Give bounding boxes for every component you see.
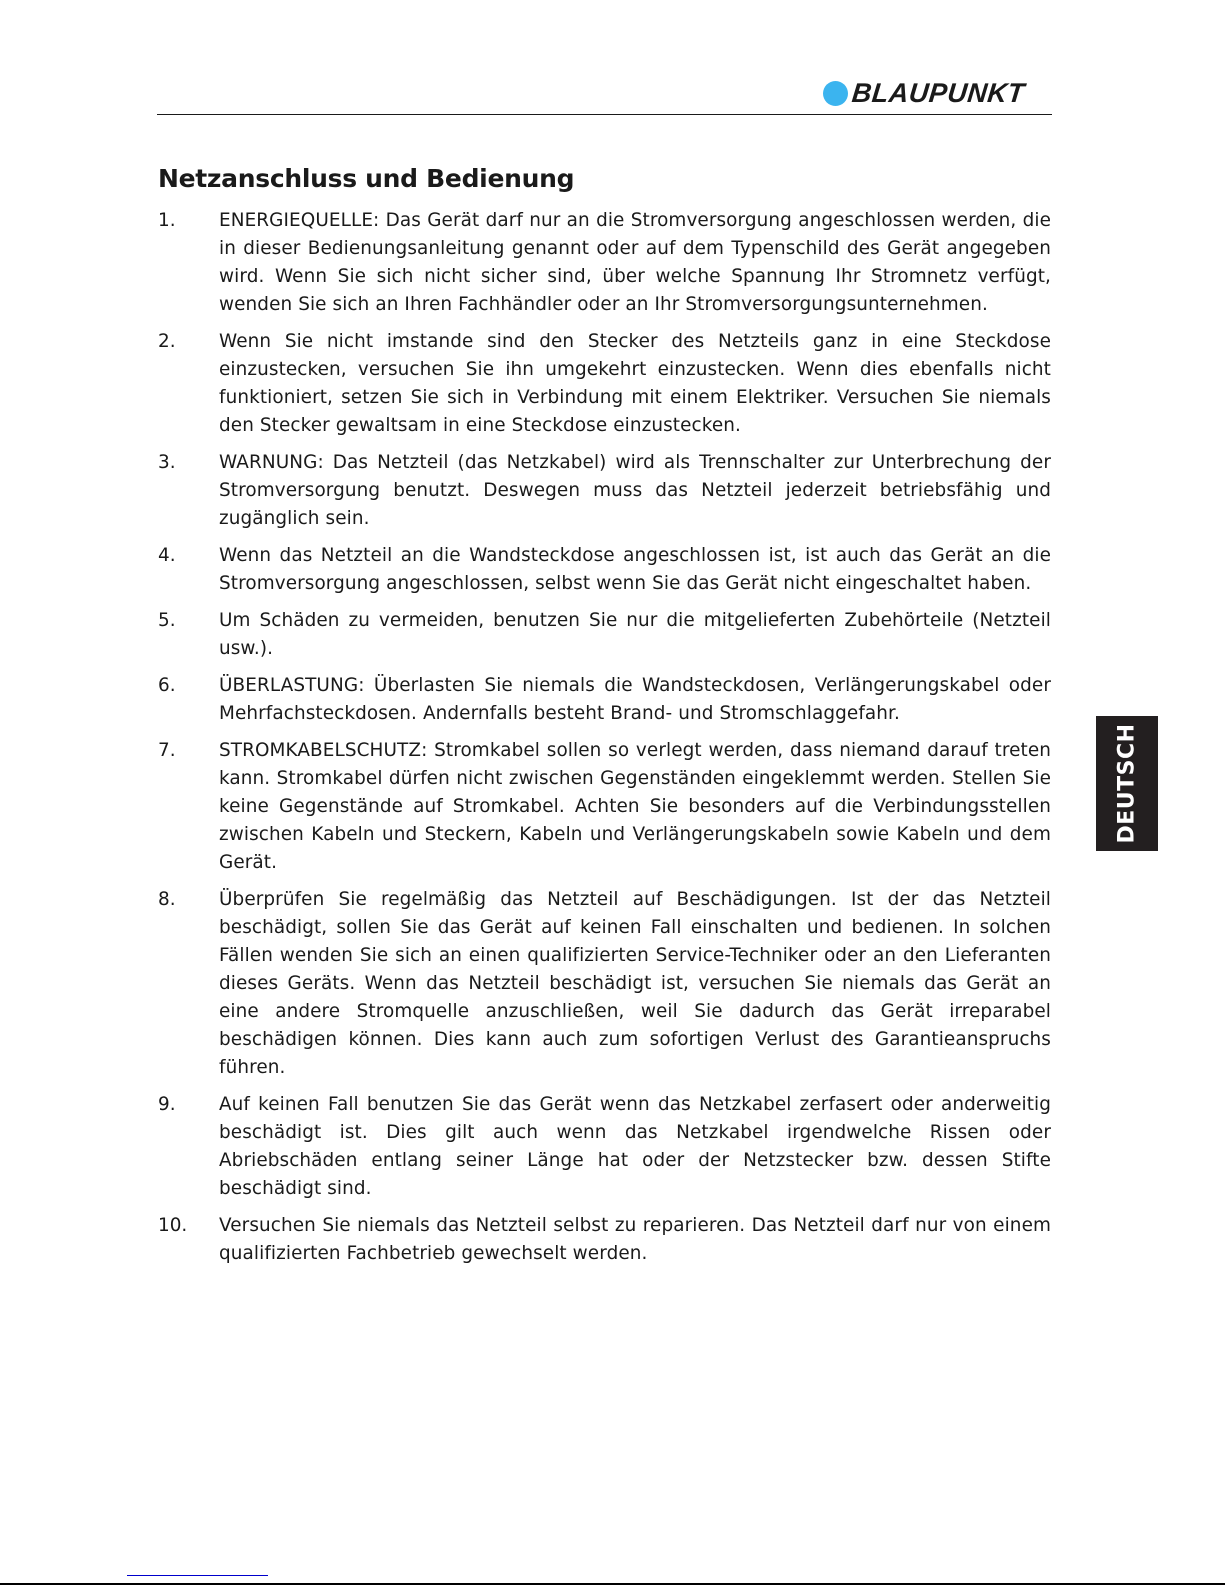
instruction-list: [158, 207, 1051, 1277]
item-number: 6.: [158, 675, 176, 696]
brand-logo: [823, 78, 1025, 109]
item-text: Wenn Sie nicht imstande sind den Stecker des Netzteils ganz in eine Steckdose einzustecken, versuchen Sie ihn umgekehrt einzustecken. Wenn dies ebenfalls nicht funktioniert, setzen Sie sich in Verbindung mit einem Elektriker. Versuchen Sie niemals den Stecker gewaltsam in eine Steckdose einzustecken.: [219, 331, 1051, 436]
item-number: 1.: [158, 210, 176, 231]
item-number: 3.: [158, 452, 176, 473]
item-number: 10.: [158, 1215, 188, 1236]
item-text: Wenn das Netzteil an die Wandsteckdose angeschlossen ist, ist auch das Gerät an die Stromversorgung angeschlossen, selbst wenn Sie das Gerät nicht eingeschaltet haben.: [219, 545, 1051, 594]
list-item: [158, 1091, 1051, 1203]
language-tab-label: DEUTSCH: [1114, 723, 1140, 844]
list-item: [158, 607, 1051, 663]
list-item: [158, 737, 1051, 877]
item-number: 9.: [158, 1094, 176, 1115]
item-number: 5.: [158, 610, 176, 631]
list-item: [158, 328, 1051, 440]
list-item: [158, 672, 1051, 728]
item-number: 2.: [158, 331, 176, 352]
item-text: Überprüfen Sie regelmäßig das Netzteil auf Beschädigungen. Ist der das Netzteil beschädigt, sollen Sie das Gerät auf keinen Fall einschalten und bedienen. In solchen Fällen wenden Sie sich an einen qualifizierten Service-Techniker oder an den Lieferanten dieses Geräts. Wenn das Netzteil beschädigt ist, versuchen Sie niemals das Gerät an eine andere Stromquelle anzuschließen, weil Sie dadurch das Gerät irreparabel beschädigen können. Dies kann auch zum sofortigen Verlust des Garantieanspruchs führen.: [219, 889, 1051, 1078]
item-text: ENERGIEQUELLE: Das Gerät darf nur an die Stromversorgung angeschlossen werden, die in dieser Bedienungsanleitung genannt oder auf dem Typenschild des Gerät angegeben wird. Wenn Sie sich nicht sicher sind, über welche Spannung Ihr Stromnetz verfügt, wenden Sie sich an Ihren Fachhändler oder an Ihr Stromversorgungsunternehmen.: [219, 210, 1051, 315]
language-tab: [1096, 716, 1158, 851]
list-item: [158, 1212, 1051, 1268]
item-text: ÜBERLASTUNG: Überlasten Sie niemals die Wandsteckdosen, Verlängerungskabel oder Mehrfachsteckdosen. Andernfalls besteht Brand- und Stromschlaggefahr.: [219, 675, 1051, 724]
list-item: [158, 207, 1051, 319]
page-title: Netzanschluss und Bedienung: [158, 164, 575, 193]
item-text: Auf keinen Fall benutzen Sie das Gerät wenn das Netzkabel zerfasert oder anderweitig beschädigt ist. Dies gilt auch wenn das Netzkabel irgendwelche Rissen oder Abriebschäden entlang seiner Länge hat oder der Netzstecker bzw. dessen Stifte beschädigt sind.: [219, 1094, 1051, 1199]
item-number: 7.: [158, 740, 176, 761]
list-item: [158, 542, 1051, 598]
footer-link-underline: [127, 1575, 268, 1576]
item-text: Versuchen Sie niemals das Netzteil selbst zu reparieren. Das Netzteil darf nur von einem qualifizierten Fachbetrieb gewechselt werden.: [219, 1215, 1051, 1264]
item-text: STROMKABELSCHUTZ: Stromkabel sollen so verlegt werden, dass niemand darauf treten kann. Stromkabel dürfen nicht zwischen Gegenständen eingeklemmt werden. Stellen Sie keine Gegenstände auf Stromkabel. Achten Sie besonders auf die Verbindungsstellen zwischen Kabeln und Steckern, Kabeln und Verlängerungskabeln sowie Kabeln und dem Gerät.: [219, 740, 1051, 873]
item-number: 8.: [158, 889, 176, 910]
list-item: [158, 886, 1051, 1082]
logo-dot-icon: [823, 81, 848, 106]
header-divider: [157, 114, 1052, 115]
brand-name: BLAUPUNKT: [850, 78, 1027, 108]
list-item: [158, 449, 1051, 533]
item-text: Um Schäden zu vermeiden, benutzen Sie nur die mitgelieferten Zubehörteile (Netzteil usw.).: [219, 610, 1051, 659]
item-number: 4.: [158, 545, 176, 566]
item-text: WARNUNG: Das Netzteil (das Netzkabel) wird als Trennschalter zur Unterbrechung der Stromversorgung benutzt. Deswegen muss das Netzteil jederzeit betriebsfähig und zugänglich sein.: [219, 452, 1051, 529]
